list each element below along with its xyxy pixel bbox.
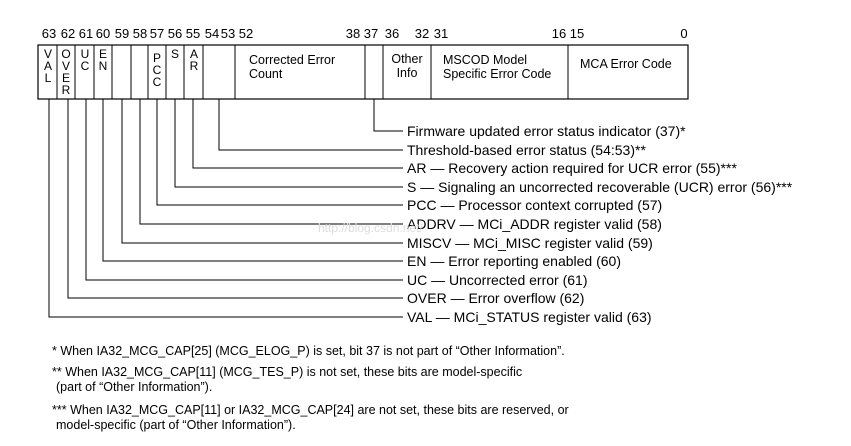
field-ar-label: A R [189,47,199,73]
field-pcc [153,51,162,89]
leader-pcc [157,99,403,205]
leader-s [175,99,403,187]
legend-miscv: MISCV — MCi_MISC register valid (59) [407,235,653,251]
legend-val: VAL — MCi_STATUS register valid (63) [407,309,652,325]
leader-fw [374,99,403,131]
field-ar [190,47,199,73]
bit-number-0: 0 [680,26,688,41]
field-en [99,47,108,73]
footnote-threshold [52,365,522,395]
legend-over: OVER — Error overflow (62) [407,290,585,306]
leader-over [68,99,403,298]
legend-s: S — Signaling an uncorrected recoverable (UCR) error (56)*** [407,179,793,195]
bit-number-63: 63 [41,26,57,41]
legend-ar: AR — Recovery action required for UCR error (55)*** [407,160,737,176]
bit-number-60: 60 [95,26,111,41]
footnote-threshold-line1: ** When IA32_MCG_CAP[11] (MCG_TES_P) is not set, these bits are model-specific [52,365,523,379]
bit-number-15: 15 [569,26,585,41]
footnote-recovery [52,403,569,433]
bit-number-38: 38 [345,26,361,41]
field-en-label: E N [98,47,108,73]
legend-threshold: Threshold-based error status (54:53)** [407,142,646,158]
bit-number-54: 54 [204,26,220,41]
watermark: http://blog.csdn.net/ [318,221,423,235]
bit-number-36: 36 [384,26,400,41]
field-uc [81,47,90,73]
footnote-firmware-text: * When IA32_MCG_CAP[25] (MCG_ELOG_P) is set, bit 37 is not part of “Other Information”. [52,344,565,358]
bit-number-55: 55 [185,26,201,41]
legend-en: EN — Error reporting enabled (60) [407,253,621,269]
bit-number-53: 53 [220,26,236,41]
legend-pcc: PCC — Processor context corrupted (57) [407,197,663,213]
bit-number-16: 16 [551,26,567,41]
footnote-recovery-line2: model-specific (part of “Other Information”). [56,418,296,432]
register-outline [38,45,688,99]
field-s-label: S [170,47,180,61]
field-pcc-label: P C C [152,51,162,89]
bit-number-57: 57 [149,26,165,41]
field-mca-label: MCA Error Code [580,57,672,71]
footnote-threshold-line2: (part of “Other Information”). [56,380,213,394]
bit-number-row [42,26,688,41]
bit-number-52: 52 [238,26,254,41]
leader-uc [86,99,403,280]
register-box [38,45,688,99]
legend-fw: Firmware updated error status indicator (37)* [407,123,686,139]
field-val [44,47,52,85]
field-uc-label: U C [80,47,90,73]
field-val-label: V A L [43,47,53,85]
leader-ar [193,99,403,168]
bit-number-58: 58 [132,26,148,41]
bit-number-61: 61 [78,26,94,41]
bit-number-31: 31 [433,26,449,41]
field-legend [407,123,793,325]
field-corrected-label: Corrected Error Count [249,53,336,81]
bit-number-56: 56 [167,26,183,41]
bit-number-59: 59 [114,26,130,41]
field-mscod-label: MSCOD Model Specific Error Code [443,53,552,81]
bit-number-32: 32 [414,26,430,41]
field-over-label: O V E R [61,47,71,97]
bit-number-37: 37 [363,26,379,41]
field-over [61,47,70,97]
field-s [171,47,179,61]
legend-addrv: ADDRV — MCi_ADDR register valid (58) [407,216,662,232]
leader-en [103,99,403,261]
leader-threshold [219,99,403,150]
bit-number-62: 62 [60,26,76,41]
legend-uc: UC — Uncorrected error (61) [407,272,588,288]
leader-val [49,99,403,317]
footnote-firmware [52,344,565,359]
field-other-label: Other Info [391,52,423,80]
leader-lines [49,99,403,317]
footnote-recovery-line1: *** When IA32_MCG_CAP[11] or IA32_MCG_CAP[24] are not set, these bits are reserved, or [52,403,569,417]
